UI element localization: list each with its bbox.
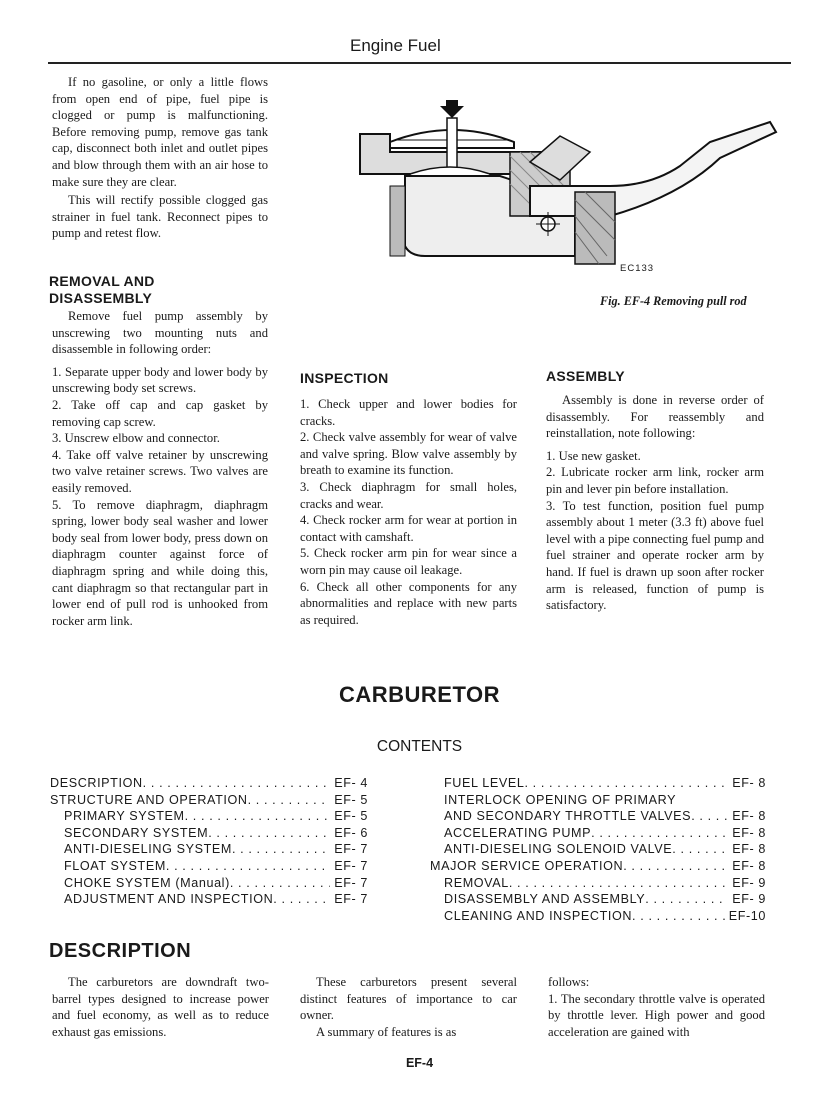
toc-entry[interactable]	[430, 841, 766, 858]
removal-step: 3. Unscrew elbow and connector.	[52, 431, 220, 446]
inspection-step: 6. Check all other components for any abnormalities and replace with new parts as required.	[300, 579, 517, 627]
toc-leader	[248, 792, 331, 809]
contents-title: CONTENTS	[376, 738, 463, 755]
toc-leader	[166, 858, 330, 875]
toc-entry[interactable]	[430, 908, 766, 925]
inspection-step: 2. Check valve assembly for wear of valve and valve spring. Blow valve assembly by breath to examine its function.	[300, 430, 517, 478]
toc-entry-page: EF- 9	[732, 892, 766, 907]
toc-entry-page: EF- 7	[334, 858, 368, 873]
intro-text	[52, 74, 268, 242]
toc-entry[interactable]	[430, 858, 766, 875]
toc-entry[interactable]	[50, 875, 368, 892]
assembly-intro: Assembly is done in reverse order of disassembly. For reassembly and reinstallation, note following:	[546, 393, 764, 441]
toc-right	[430, 775, 766, 924]
removal-step: 1. Separate upper body and lower body by unscrewing body set screws.	[52, 364, 268, 396]
toc-entry-label: DISASSEMBLY AND ASSEMBLY	[444, 892, 646, 907]
toc-entry-label: SECONDARY SYSTEM	[64, 825, 209, 840]
toc-leader	[143, 775, 331, 792]
header-title: Engine Fuel	[350, 36, 441, 55]
toc-entry-label: PRIMARY SYSTEM	[64, 809, 185, 824]
description-col-3	[548, 974, 765, 1040]
removal-body	[52, 308, 268, 629]
description-paragraph: follows:	[548, 975, 590, 989]
description-paragraph: The carburetors are downdraft two-barrel types designed to increase power and fuel economy, as well as to reduce exhaust gas emissions.	[52, 975, 269, 1039]
inspection-step: 5. Check rocker arm pin for wear since a worn pin may cause oil leakage.	[300, 546, 517, 577]
toc-leader	[645, 891, 728, 908]
toc-entry[interactable]	[430, 808, 766, 825]
toc-entry-page: EF- 6	[334, 825, 368, 840]
toc-entry[interactable]	[430, 792, 766, 809]
toc-entry-label: STRUCTURE AND OPERATION	[50, 792, 248, 807]
toc-entry-label: FUEL LEVEL	[444, 776, 525, 790]
toc-entry-label: MAJOR SERVICE OPERATION	[430, 858, 624, 873]
toc-entry-label: ANTI-DIESELING SYSTEM	[64, 842, 232, 857]
inspection-heading: INSPECTION	[300, 370, 389, 386]
toc-entry[interactable]	[430, 875, 766, 892]
removal-heading-line-2: DISASSEMBLY	[49, 290, 153, 306]
toc-entry-page: EF- 4	[334, 776, 368, 790]
removal-step: 5. To remove diaphragm, diaphragm spring, lower body seal washer and lower body seal from lower body, press down on diaphragm counter against force of diaphragm spring and while doing this, cant diaphragm so that rectangular part in lower end of pull rod is unhooked from rocker arm link.	[52, 497, 268, 628]
toc-entry-page: EF- 8	[732, 858, 766, 873]
figure-caption: Fig. EF-4 Removing pull rod	[600, 294, 747, 308]
toc-entry[interactable]	[430, 775, 766, 792]
description-col-1	[52, 974, 269, 1040]
description-paragraph: These carburetors present several distinct features of importance to car owner.	[300, 975, 517, 1023]
toc-entry-page: EF- 9	[732, 875, 766, 890]
toc-entry-label: AND SECONDARY THROTTLE VALVES	[444, 809, 692, 824]
toc-entry-label: REMOVAL	[444, 875, 509, 890]
toc-entry[interactable]	[50, 808, 368, 825]
toc-entry-label: FLOAT SYSTEM	[64, 858, 166, 873]
toc-entry-label: CLEANING AND INSPECTION	[444, 908, 633, 923]
toc-entry-page: EF- 7	[334, 842, 368, 857]
page-header	[0, 0, 839, 60]
toc-entry[interactable]	[50, 792, 368, 809]
toc-entry[interactable]	[50, 891, 368, 908]
intro-paragraph-2: This will rectify possible clogged gas strainer in fuel tank. Reconnect pipes to pump and retest flow.	[52, 193, 268, 241]
toc-leader	[591, 825, 728, 842]
inspection-step: 3. Check diaphragm for small holes, cracks and wear.	[300, 479, 517, 511]
toc-leader	[691, 808, 728, 825]
assembly-heading: ASSEMBLY	[546, 368, 625, 384]
toc-leader	[623, 858, 728, 875]
toc-entry-page: EF- 8	[732, 842, 766, 857]
toc-left	[50, 775, 368, 908]
page-number: EF-4	[405, 1056, 434, 1070]
toc-entry-page: EF- 5	[334, 809, 368, 824]
toc-entry[interactable]	[50, 775, 368, 792]
toc-leader	[509, 875, 728, 892]
toc-entry-page: EF-10	[728, 908, 766, 923]
toc-entry-label: ADJUSTMENT AND INSPECTION	[64, 892, 274, 907]
removal-intro: Remove fuel pump assembly by unscrewing two mounting nuts and disassemble in following order:	[52, 309, 268, 357]
fuel-pump-drawing	[350, 96, 780, 276]
inspection-body	[300, 396, 517, 628]
toc-entry[interactable]	[430, 891, 766, 908]
intro-paragraph-1: If no gasoline, or only a little flows from open end of pipe, fuel pipe is clogged or pump is malfunctioning. Before removing pump, remove gas tank cap, disconnect both inlet and outlet pipes and blow through them with an air hose to make sure they are clear.	[52, 75, 268, 189]
description-heading: DESCRIPTION	[49, 940, 192, 962]
description-col-2	[300, 974, 517, 1040]
description-paragraph: A summary of features is as	[316, 1024, 457, 1039]
toc-leader	[672, 841, 728, 858]
toc-leader	[632, 908, 725, 925]
carburetor-title: CARBURETOR	[338, 682, 501, 707]
description-paragraph: 1. The secondary throttle valve is operated by throttle lever. High power and good acceleration are gained with	[548, 991, 765, 1039]
toc-leader	[232, 841, 330, 858]
toc-entry[interactable]	[50, 858, 368, 875]
figure-code: EC133	[620, 263, 655, 274]
toc-leader	[273, 891, 330, 908]
inspection-step: 4. Check rocker arm for wear at portion in contact with camshaft.	[300, 513, 517, 544]
inspection-step: 1. Check upper and lower bodies for cracks.	[300, 397, 517, 428]
removal-heading	[49, 273, 269, 307]
toc-entry-page: EF- 7	[334, 892, 368, 907]
toc-entry-label: ANTI-DIESELING SOLENOID VALVE	[444, 842, 673, 857]
toc-entry-page: EF- 8	[732, 809, 766, 824]
toc-entry-label: INTERLOCK OPENING OF PRIMARY	[444, 792, 677, 807]
toc-entry[interactable]	[50, 825, 368, 842]
toc-entry-label: DESCRIPTION	[50, 776, 143, 790]
assembly-step: 1. Use new gasket.	[546, 448, 641, 463]
assembly-step: 3. To test function, position fuel pump assembly about 1 meter (3.3 ft) above fuel level with a pipe connecting fuel pump and fuel strainer and operate rocker arm by hand. If fuel is drawn up soon after rocker arm is released, function of pump is satisfactory.	[546, 498, 764, 613]
toc-entry-label: CHOKE SYSTEM (Manual)	[64, 875, 230, 890]
toc-entry-page: EF- 8	[732, 825, 766, 840]
toc-leader	[208, 825, 330, 842]
toc-entry-page: EF- 7	[334, 875, 368, 890]
assembly-step: 2. Lubricate rocker arm link, rocker arm pin and lever pin before installation.	[546, 465, 764, 496]
header-rule	[48, 62, 791, 64]
toc-leader	[230, 875, 330, 892]
toc-entry-page: EF- 8	[732, 776, 766, 790]
toc-entry-label: ACCELERATING PUMP	[444, 825, 592, 840]
toc-entry-page: EF- 5	[334, 792, 368, 807]
toc-leader	[185, 808, 331, 825]
toc-entry[interactable]	[50, 841, 368, 858]
assembly-body	[546, 392, 764, 614]
removal-step: 2. Take off cap and cap gasket by removing cap screw.	[52, 397, 268, 429]
toc-entry[interactable]	[430, 825, 766, 842]
removal-step: 4. Take off valve retainer by unscrewing two valve retainer screws. Two valves are easily removed.	[52, 447, 268, 495]
removal-heading-line-1: REMOVAL AND	[49, 273, 155, 289]
toc-leader	[524, 775, 728, 792]
fuel-pump-figure	[350, 96, 780, 276]
